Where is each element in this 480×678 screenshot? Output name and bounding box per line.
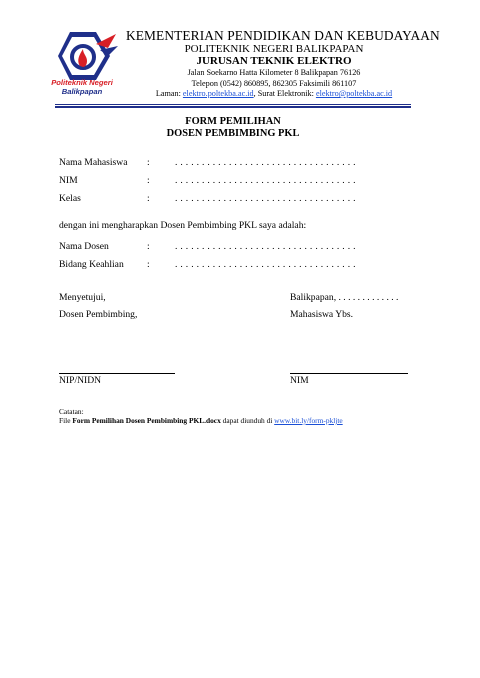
field-blank[interactable]: . . . . . . . . . . . . . . . . . . . . . . . . . . . . . . . . . . <box>175 259 356 270</box>
note-prefix: File <box>59 416 73 425</box>
letterhead-divider-thick <box>55 106 411 108</box>
website-link[interactable]: elektro.poltekba.ac.id <box>182 89 254 98</box>
letterhead <box>126 28 440 100</box>
approval-right-line1: Balikpapan, . . . . . . . . . . . . . <box>290 292 399 303</box>
download-link[interactable]: www.bit.ly/form-pkljte <box>274 416 343 425</box>
approval-left-line2: Dosen Pembimbing, <box>59 309 138 320</box>
field-label: NIM <box>59 175 78 186</box>
logo-caption-line2: Balikpapan <box>61 87 103 96</box>
note-text <box>59 416 343 425</box>
phone-line: Telepon (0542) 860895, 862305 Faksimili 861107 <box>191 78 357 88</box>
email-label: Surat Elektronik: <box>257 89 314 98</box>
contact-line: Laman: elektro.poltekba.ac.id, Surat Elektronik: elektro@poltekba.ac.id <box>155 89 393 98</box>
field-label: Nama Mahasiswa <box>59 157 128 168</box>
request-sentence: dengan ini mengharapkan Dosen Pembimbing PKL saya adalah: <box>59 220 307 231</box>
approval-left-line1: Menyetujui, <box>59 292 106 303</box>
email-link[interactable]: elektro@poltekba.ac.id <box>315 89 393 98</box>
address-line: Jalan Soekarno Hatta Kilometer 8 Balikpapan 76126 <box>187 68 361 77</box>
signature-caption-nim: NIM <box>290 375 309 386</box>
form-title <box>55 116 411 139</box>
form-title-line2: DOSEN PEMBIMBING PKL <box>166 127 300 139</box>
department-name: JURUSAN TEKNIK ELEKTRO <box>196 55 352 67</box>
field-blank[interactable]: . . . . . . . . . . . . . . . . . . . . . . . . . . . . . . . . . . <box>175 193 356 204</box>
letterhead-divider-thin <box>55 104 411 105</box>
field-colon: : <box>147 157 150 168</box>
signature-caption-nip: NIP/NIDN <box>59 375 102 386</box>
field-colon: : <box>147 193 150 204</box>
field-blank[interactable]: . . . . . . . . . . . . . . . . . . . . . . . . . . . . . . . . . . <box>175 157 356 168</box>
field-label: Bidang Keahlian <box>59 259 124 270</box>
field-colon: : <box>147 241 150 252</box>
field-label: Nama Dosen <box>59 241 109 252</box>
field-colon: : <box>147 175 150 186</box>
logo-caption <box>44 78 120 96</box>
field-colon: : <box>147 259 150 270</box>
note-filename: Form Pemilihan Dosen Pembimbing PKL.docx <box>72 416 221 425</box>
approval-right-line2: Mahasiswa Ybs. <box>290 309 354 320</box>
field-label: Kelas <box>59 193 81 204</box>
institution-logo <box>56 30 120 82</box>
ministry-name: KEMENTERIAN PENDIDIKAN DAN KEBUDAYAAN <box>126 28 440 43</box>
institution-name: POLITEKNIK NEGERI BALIKPAPAN <box>184 43 364 55</box>
field-blank[interactable]: . . . . . . . . . . . . . . . . . . . . . . . . . . . . . . . . . . <box>175 175 356 186</box>
form-title-line1: FORM PEMILIHAN <box>185 116 281 127</box>
note-heading: Catatan: <box>59 407 84 416</box>
note-middle: dapat diunduh di <box>220 416 275 425</box>
signature-line-student[interactable] <box>290 373 408 374</box>
field-blank[interactable]: . . . . . . . . . . . . . . . . . . . . . . . . . . . . . . . . . . <box>175 241 356 252</box>
signature-line-lecturer[interactable] <box>59 373 175 374</box>
website-label: Laman: <box>155 89 181 98</box>
logo-caption-line1: Politeknik Negeri <box>51 78 113 87</box>
